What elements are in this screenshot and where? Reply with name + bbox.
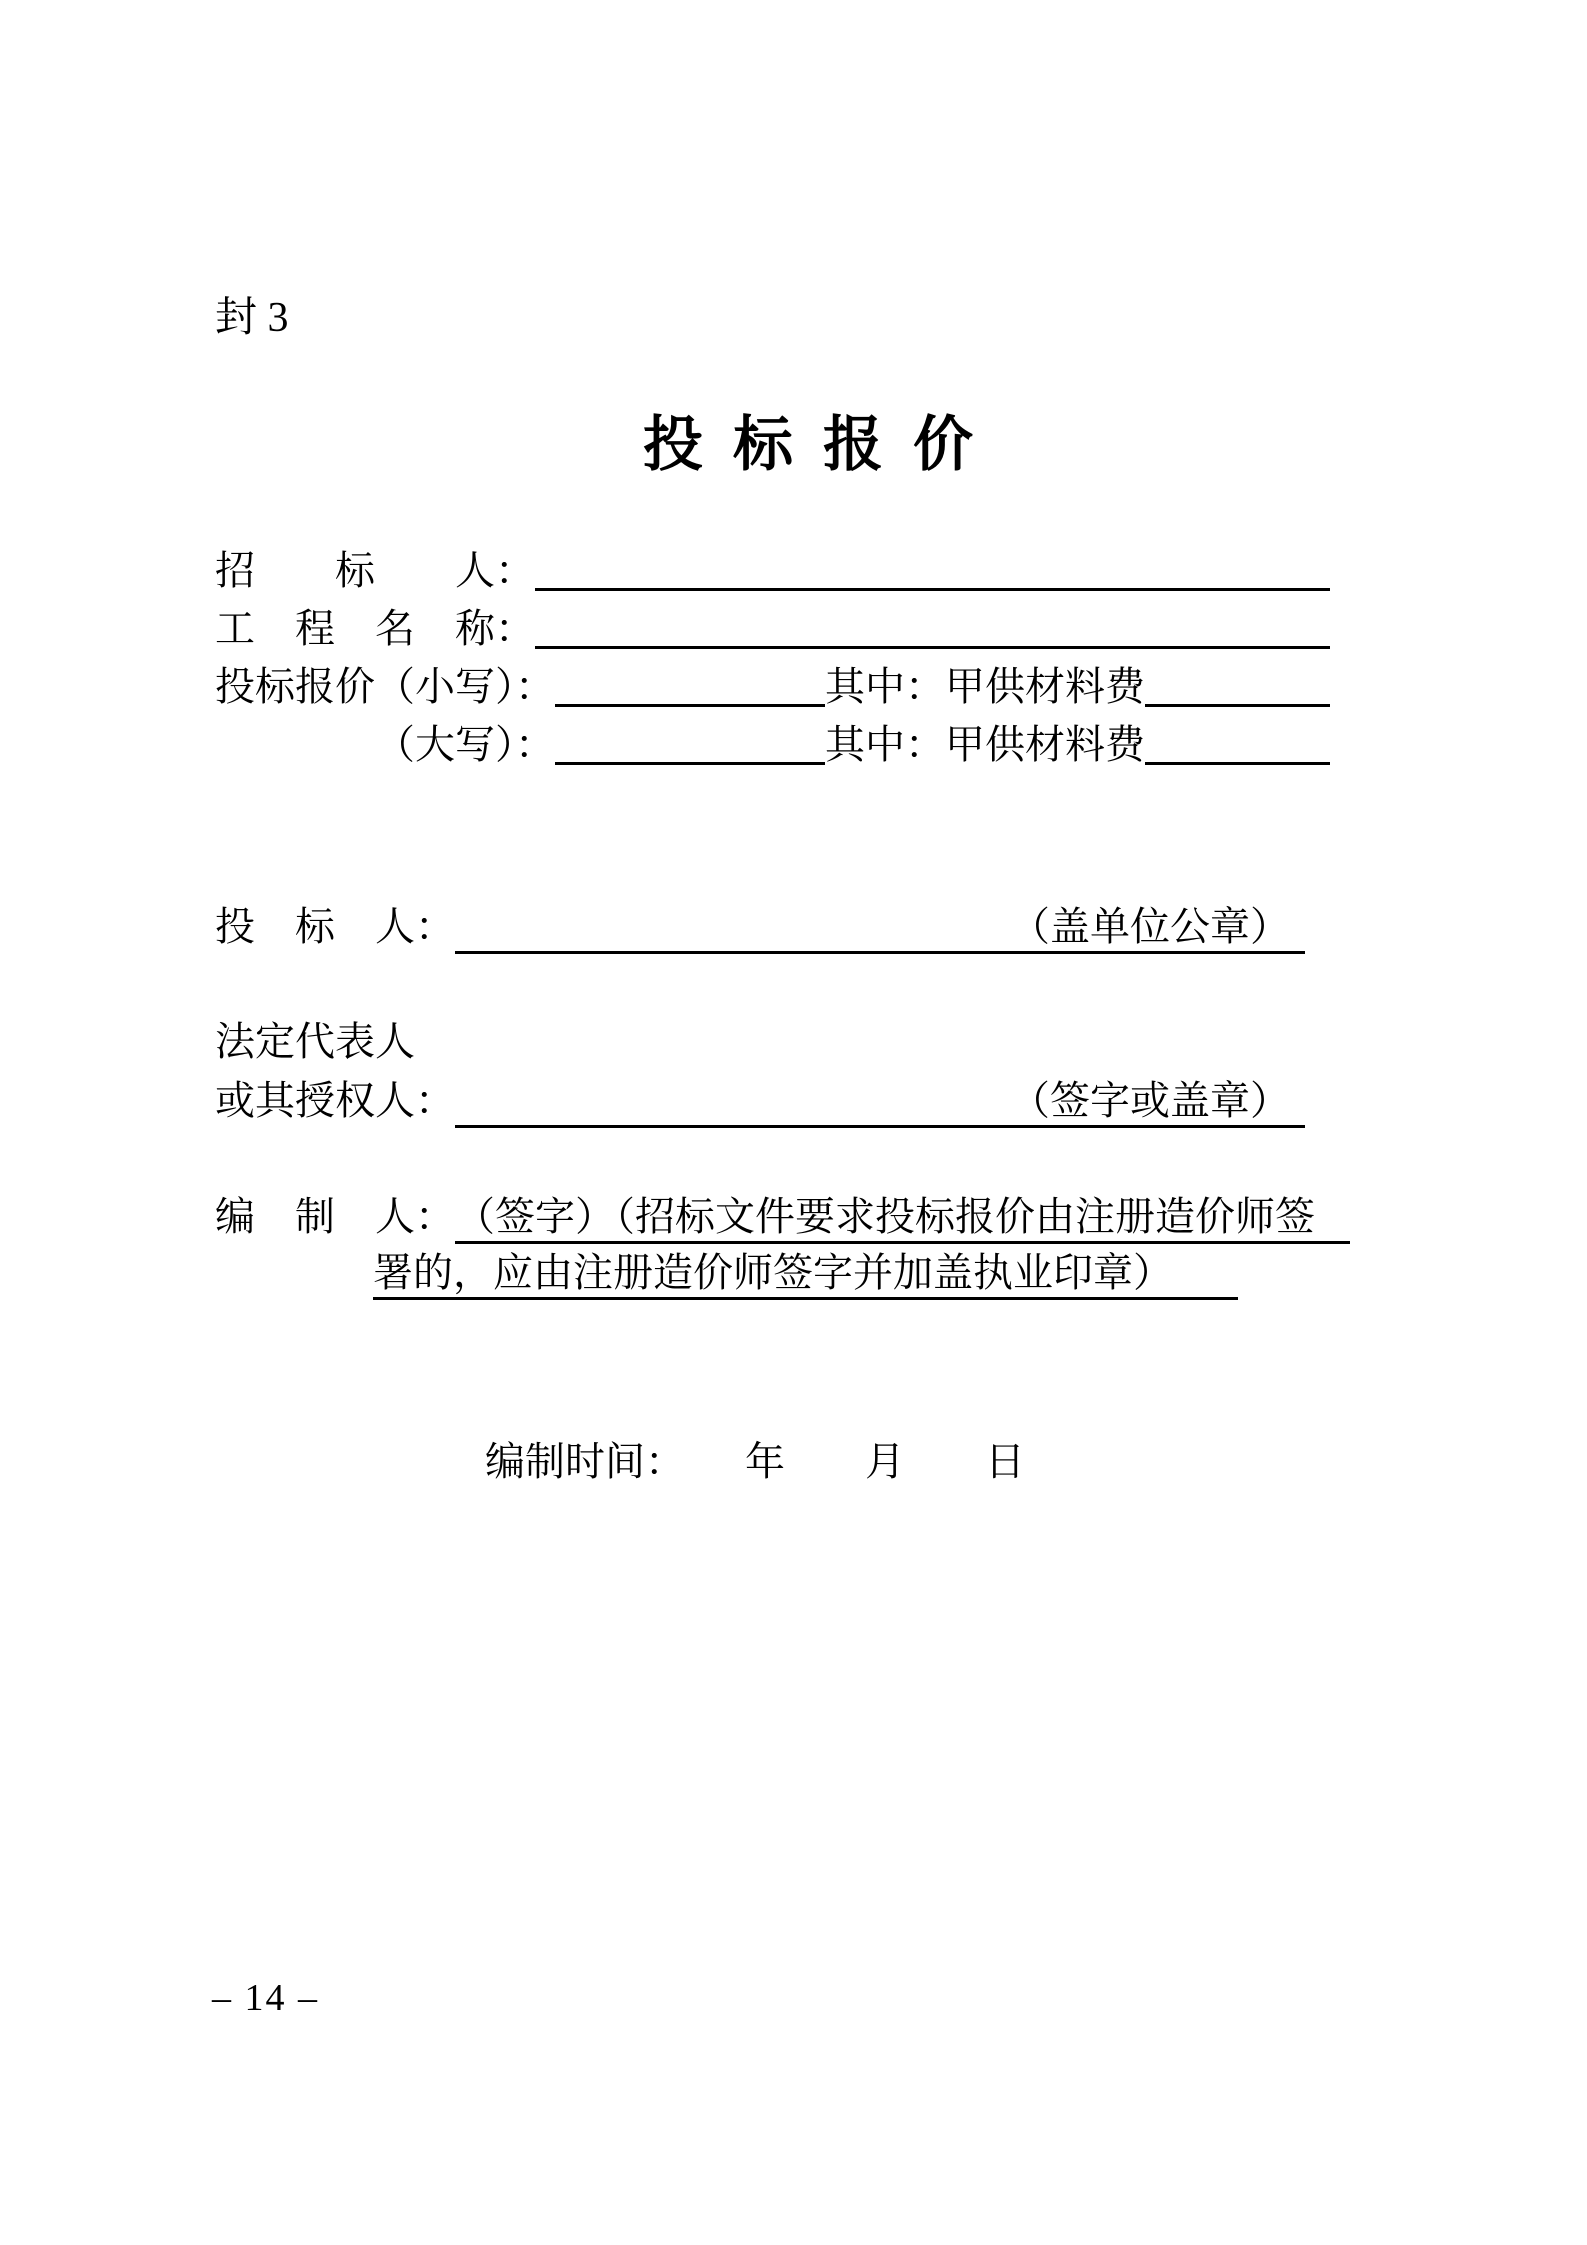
preparer-row-continuation [373,1249,1238,1300]
legal-rep-row-line1 [215,1018,415,1066]
price-figures-blank-line [555,704,825,707]
bidder-row [215,903,1305,954]
price-figures-label: 投标报价（小写）： [215,664,555,709]
preparation-date-label: 编制时间： 年 月 日 [485,1439,1025,1484]
legal-rep-label-line1: 法定代表人 [215,1019,415,1064]
price-words-label: （大写）： [375,722,555,767]
legal-rep-label-line2: 或其授权人： [215,1078,455,1123]
preparer-label: 编 制 人： [215,1194,455,1239]
bidder-blank-line [455,903,1305,954]
page-number: – 14 – [212,1977,319,2019]
seal-number-label: 封 3 [215,295,289,341]
legal-rep-row-line2 [215,1077,1305,1128]
project-name-label: 工 程 名 称： [215,606,535,651]
preparer-row [215,1193,1350,1244]
tenderee-row [215,547,1330,595]
preparer-instruction-line2: 署的，应由注册造价师签字并加盖执业印章） [373,1249,1238,1300]
project-name-row [215,605,1330,653]
preparation-date-row [485,1438,1025,1486]
owner-supplied-materials-blank-line-figures [1145,704,1330,707]
price-words-blank-line [555,762,825,765]
project-name-blank-line [535,646,1330,649]
bidder-label: 投 标 人： [215,904,455,949]
price-words-row [375,721,1330,769]
tenderee-label: 招 标 人： [215,548,535,593]
owner-supplied-materials-label-figures: 其中：甲供材料费 [825,664,1145,709]
tenderee-blank-line [535,588,1330,591]
price-figures-row [215,663,1330,711]
preparer-instruction-line1: （签字）（招标文件要求投标报价由注册造价师签 [455,1193,1350,1244]
owner-supplied-materials-label-words: 其中：甲供材料费 [825,722,1145,767]
owner-supplied-materials-blank-line-words [1145,762,1330,765]
legal-rep-blank-line [455,1077,1305,1128]
legal-rep-signature-note: （签字或盖章） [1010,1078,1290,1123]
bidder-company-seal-note: （盖单位公章） [1010,904,1290,949]
document-title: 投标报价 [643,412,1003,478]
